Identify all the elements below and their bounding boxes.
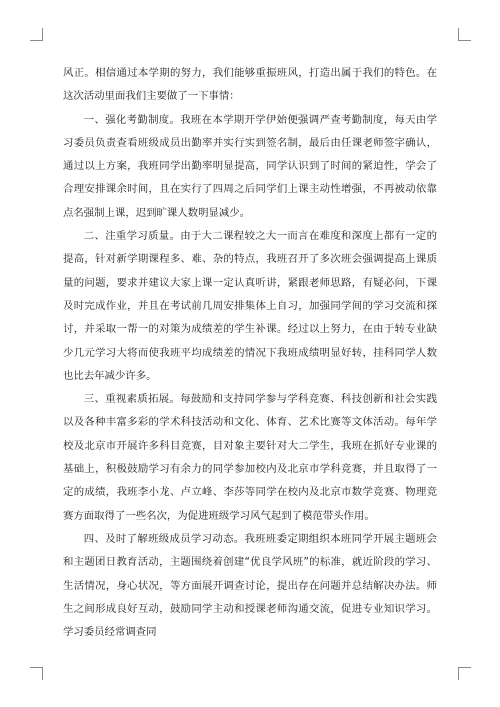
paragraph-learning-status: 四、及时了解班级成员学习动态。我班班委定期组织本班同学开展主题班会和主题团日教育活动，主题围绕着创建“优良学风班”的标准，就近阶段的学习、生活情况，身心状况，等方面展开调查讨论，提出存在问题并总结解决办法。师生之间形成良好互动，鼓励同学主动和授课老师沟通交流，促进专业知识学习。学习委员经常调查同 [63, 532, 437, 639]
document-body [63, 62, 437, 644]
crop-mark-top-right [458, 28, 471, 41]
paragraph-quality-development: 三、重视素质拓展。每鼓励和支持同学参与学科竞赛、科技创新和社会实践以及各种丰富多彩的学术科技活动和文化、体育、艺术比赛等文体活动。每年学校及北京市开展许多科目竞赛，目对象主要针对大二学生，我班在抓好专业课的基础上，积极鼓励学习有余力的同学参加校内及北京市学科竞赛，并且取得了一定的成绩，我班李小龙、卢立峰、李莎等同学在校内及北京市数学竞赛、物理竞赛方面取得了一些名次，为促进班级学习风气起到了模范带头作用。 [63, 393, 437, 522]
crop-mark-top-left [30, 28, 43, 41]
crop-mark-bottom-left [30, 667, 43, 680]
paragraph-attendance: 一、强化考勤制度。我班在本学期开学伊始便强调严查考勤制度，每天由学习委员负责查看班级成员出勤率并实行实到签名制，最后由任课老师签字确认，通过以上方案，我班同学出勤率明显提高，同学认识到了时间的紧迫性，学会了合理安排课余时间，且在实行了四周之后同学们上课主动性增强，不再被动依靠点名强制上课，迟到旷课人数明显减少。 [63, 113, 437, 219]
crop-mark-bottom-right [458, 667, 471, 680]
paragraph-study-quality: 二、注重学习质量。由于大二课程较之大一而言在难度和深度上都有一定的提高，针对新学期课程多、难、杂的特点，我班召开了多次班会强调提高上课质量的问题，要求并建议大家上课一定认真听讲，紧跟老师思路，有疑必问，下课及时完成作业，并且在考试前几周安排集体上自习，加强同学间的学习交流和探讨，并采取一帮一的对策为成绩差的学生补课。经过以上努力，在由于转专业缺少几元学习大将而使我班平均成绩差的情况下我班成绩明显好转，挂科同学人数也比去年减少许多。 [63, 230, 437, 382]
paragraph-intro: 风正。相信通过本学期的努力，我们能够重振班风，打造出属于我们的特色。在这次活动里面我们主要做了一下事情： [63, 67, 437, 103]
